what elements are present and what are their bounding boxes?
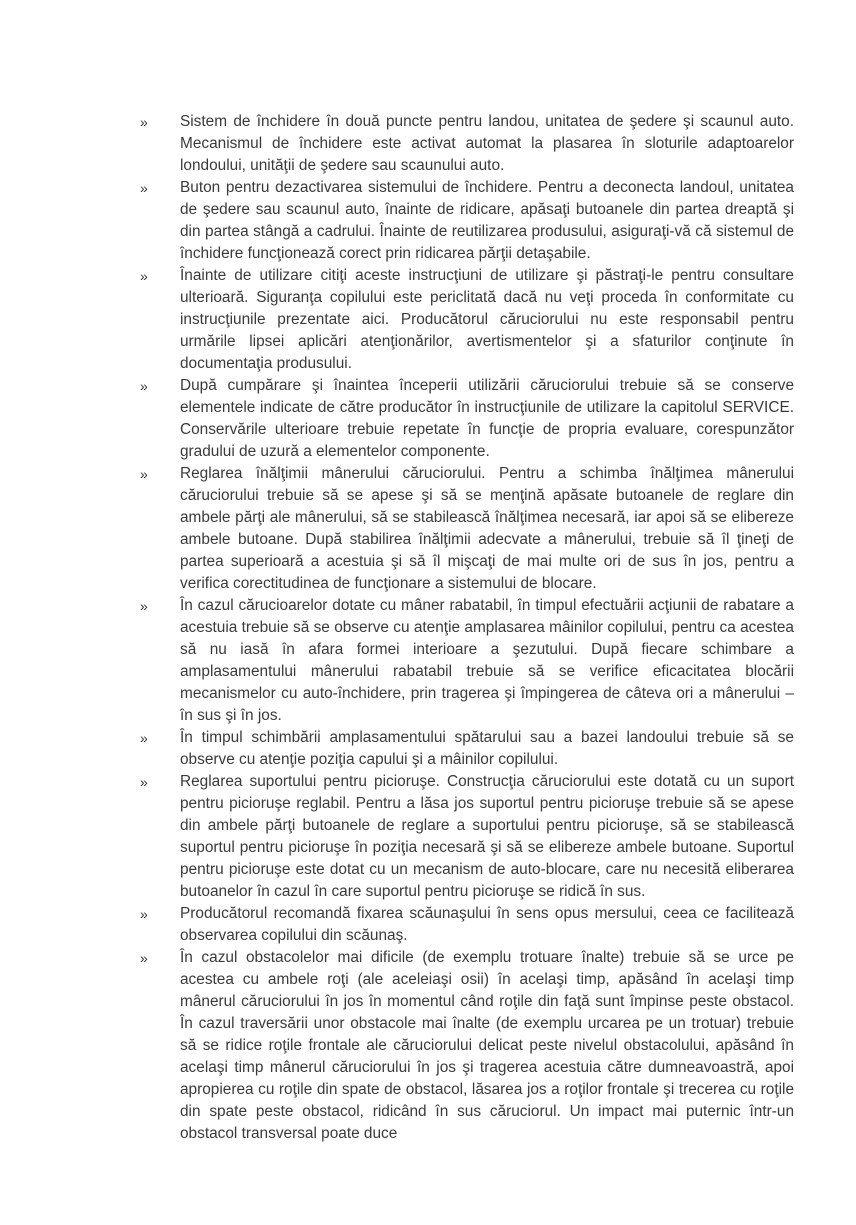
list-item bbox=[140, 265, 794, 375]
bullet-marker: » bbox=[140, 730, 148, 746]
list-item bbox=[140, 375, 794, 463]
bullet-marker: » bbox=[140, 268, 148, 284]
list-item-text: În cazul cărucioarelor dotate cu mâner rabatabil, în timpul efectuării acţiunii de rabatare a acestuia trebuie să se observe cu atenţie amplasarea mâinilor copilului, pentru ca acestea să nu iasă în afara formei interioare a şezutului. După fiecare schimbare a amplasamentului mânerului rabatabil trebuie să se verifice eficacitatea blocării mecanismelor cu auto-închidere, prin tragerea şi împingerea de câteva ori a mânerului – în sus şi în jos. bbox=[180, 597, 794, 724]
list-item bbox=[140, 595, 794, 727]
list-item-text: Reglarea înălţimii mânerului căruciorului. Pentru a schimba înălţimea mânerului căruciorului trebuie să se apese şi să se menţină apăsate butoanele de reglare din ambele părţi ale mânerului, să se stabilească înălţimea necesară, iar apoi să se elibereze ambele butoane. După stabilirea înălţimii adecvate a mânerului, trebuie să îl ţineţi de partea superioară a acestuia şi să îl mişcaţi de mai multe ori de sus în jos, pentru a verifica corectitudinea de funcţionare a sistemului de blocare. bbox=[180, 465, 794, 592]
list-item bbox=[140, 177, 794, 265]
bullet-marker: » bbox=[140, 906, 148, 922]
instruction-list bbox=[140, 111, 794, 1145]
list-item bbox=[140, 771, 794, 903]
bullet-marker: » bbox=[140, 466, 148, 482]
list-item-text: Producătorul recomandă fixarea scăunaşului în sens opus mersului, ceea ce facilitează observarea copilului din scăunaş. bbox=[180, 905, 794, 944]
bullet-marker: » bbox=[140, 950, 148, 966]
list-item-text: Buton pentru dezactivarea sistemului de închidere. Pentru a deconecta landoul, unitatea de şedere sau scaunul auto, înainte de ridicare, apăsaţi butoanele din partea dreaptă şi din partea stângă a cadrului. Înainte de reutilizarea produsului, asiguraţi-vă că sistemul de închidere funcţionează corect prin ridicarea părţii detaşabile. bbox=[180, 179, 794, 262]
list-item bbox=[140, 947, 794, 1145]
list-item-text: Sistem de închidere în două puncte pentru landou, unitatea de şedere şi scaunul auto. Mecanismul de închidere este activat automat la plasarea în sloturile adaptoarelor londoului, unităţii de şedere sau scaunului auto. bbox=[180, 113, 794, 174]
bullet-marker: » bbox=[140, 114, 148, 130]
list-item bbox=[140, 727, 794, 771]
list-item bbox=[140, 111, 794, 177]
list-item-text: Înainte de utilizare citiţi aceste instrucţiuni de utilizare şi păstraţi-le pentru consultare ulterioară. Siguranţa copilului este periclitată dacă nu veţi proceda în conformitate cu instrucţiunile prezentate aici. Producătorul căruciorului nu este responsabil pentru urmările lipsei aplicări atenţionărilor, avertismentelor şi a sfaturilor conţinute în documentaţia produsului. bbox=[180, 267, 794, 372]
list-item-text: După cumpărare şi înaintea începerii utilizării căruciorului trebuie să se conserve elementele indicate de către producător în instrucţiunile de utilizare la capitolul SERVICE. Conservările ulterioare trebuie repetate în funcţie de propria evaluare, corespunzător gradului de uzură a elementelor componente. bbox=[180, 377, 794, 460]
bullet-marker: » bbox=[140, 180, 148, 196]
bullet-marker: » bbox=[140, 378, 148, 394]
list-item bbox=[140, 463, 794, 595]
list-item-text: Reglarea suportului pentru picioruşe. Construcţia căruciorului este dotată cu un suport pentru picioruşe reglabil. Pentru a lăsa jos suportul pentru picioruşe trebuie să se apese din ambele părţi butoanele de reglare a suportului pentru picioruşe, să se stabilească suportul pentru picioruşe în poziţia necesară şi să se elibereze ambele butoane. Suportul pentru picioruşe este dotat cu un mecanism de auto-blocare, care nu necesită eliberarea butoanelor în cazul în care suportul pentru picioruşe se ridică în sus. bbox=[180, 773, 794, 900]
list-item-text: În timpul schimbării amplasamentului spătarului sau a bazei landoului trebuie să se observe cu atenţie poziţia capului şi a mâinilor copilului. bbox=[180, 729, 794, 768]
bullet-marker: » bbox=[140, 774, 148, 790]
list-item bbox=[140, 903, 794, 947]
bullet-marker: » bbox=[140, 598, 148, 614]
list-item-text: În cazul obstacolelor mai dificile (de exemplu trotuare înalte) trebuie să se urce pe acestea cu ambele roţi (ale aceleiaşi osii) în acelaşi timp, apăsând în acelaşi timp mânerul căruciorului în jos în momentul când roţile din faţă sunt împinse peste obstacol. În cazul traversării unor obstacole mai înalte (de exemplu urcarea pe un trotuar) trebuie să se ridice roţile frontale ale căruciorului delicat peste nivelul obstacolului, apăsând în acelaşi timp mânerul căruciorului în jos şi tragerea acestuia către dumneavoastră, apoi apropierea cu roţile din spate de obstacol, lăsarea jos a roţilor frontale şi trecerea cu roţile din spate peste obstacol, ridicând în sus căruciorul. Un impact mai puternic într-un obstacol transversal poate duce bbox=[180, 949, 794, 1142]
